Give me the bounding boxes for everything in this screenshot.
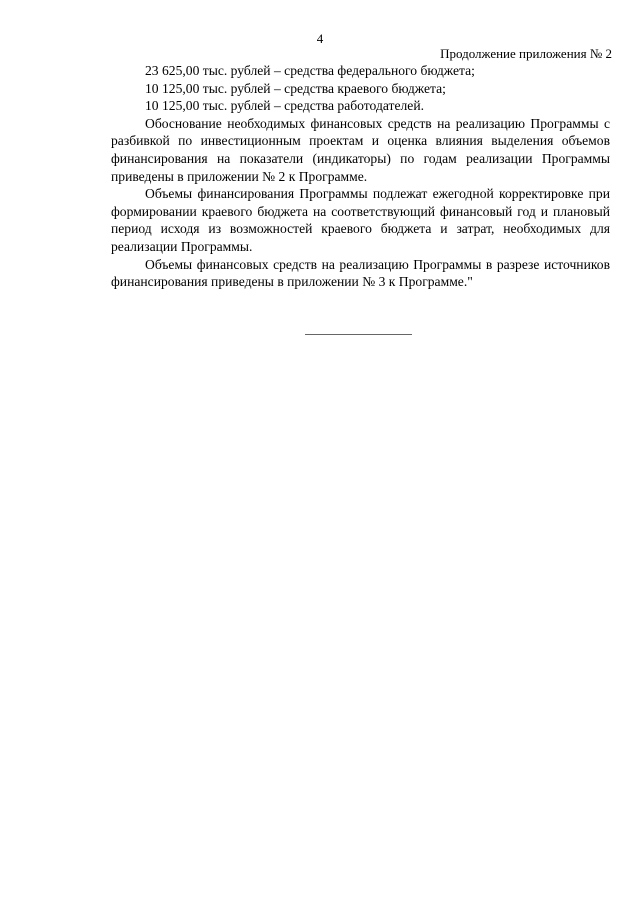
- page-number: 4: [316, 31, 324, 46]
- continuation-label: Продолжение приложения № 2: [440, 46, 612, 61]
- funding-line-regional: 10 125,00 тыс. рублей – средства краевого бюджета;: [145, 80, 446, 96]
- funding-line-federal: 23 625,00 тыс. рублей – средства федерального бюджета;: [145, 63, 475, 78]
- paragraph-annual-adjustment: Объемы финансирования Программы подлежат ежегодной корректировке при формировании краевого бюджета на соответствующий финансовый год и плановый период исходя из возможностей краевого бюджета и затрат, необходимых для реализации Программы.: [111, 186, 610, 254]
- funding-line-employers: 10 125,00 тыс. рублей – средства работодателей.: [145, 98, 425, 114]
- paragraph-justification: Обоснование необходимых финансовых средств на реализацию Программы с разбивкой по инвестиционным проектам и оценка влияния выделения объемов финансирования на показатели (индикаторы) по годам реализации Программы приведены в приложении № 2 к Программе.: [111, 115, 610, 184]
- document-body: [111, 62, 610, 291]
- paragraph-sources: Объемы финансовых средств на реализацию Программы в разрезе источников финансирования приведены в приложении № 3 к Программе.": [111, 256, 610, 290]
- divider-line: [305, 334, 412, 335]
